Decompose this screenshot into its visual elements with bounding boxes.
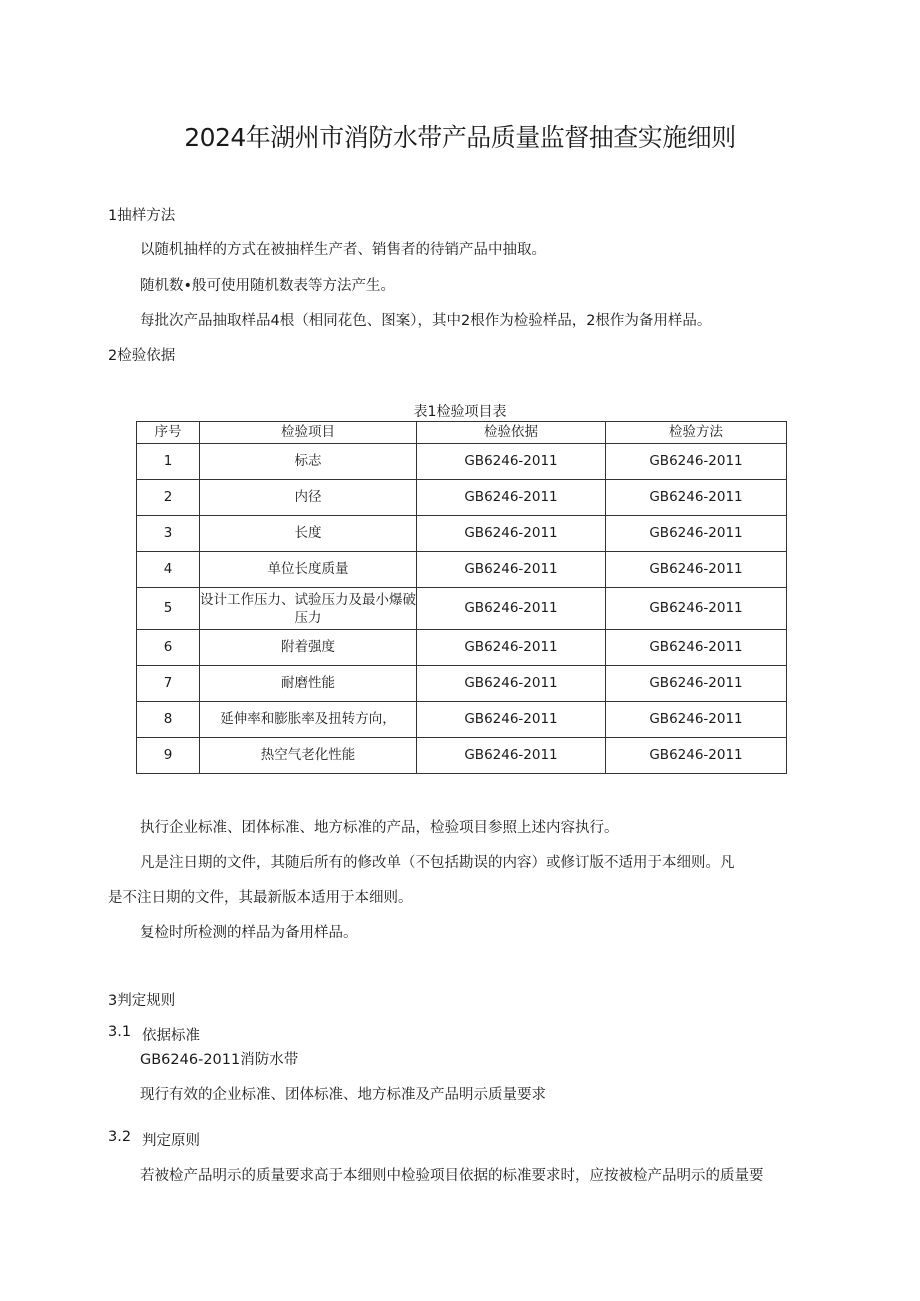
cell-basis: GB6246-2011 [417,516,606,552]
table-row [137,738,787,774]
cell-no: 6 [137,630,200,666]
cell-no: 9 [137,738,200,774]
cell-no: 1 [137,444,200,480]
header-no: 序号 [137,422,200,444]
section-1-paragraph-3: 每批次产品抽取样品4根（相同花色、图案），其中2根作为检验样品，2根作为备用样品。 [140,313,712,329]
cell-method: GB6246-2011 [606,480,787,516]
inspection-items-table [136,421,787,774]
section-2-paragraph-1: 执行企业标准、团体标准、地方标准的产品，检验项目参照上述内容执行。 [140,820,619,836]
table-caption: 表1检验项目表 [413,404,507,420]
cell-method: GB6246-2011 [606,516,787,552]
cell-item: 长度 [200,516,417,552]
subsection-3-2-paragraph: 若被检产品明示的质量要求高于本细则中检验项目依据的标准要求时，应按被检产品明示的质量要 [140,1168,764,1184]
cell-method: GB6246-2011 [606,552,787,588]
cell-basis: GB6246-2011 [417,702,606,738]
cell-item: 单位长度质量 [200,552,417,588]
cell-item: 耐磨性能 [200,666,417,702]
cell-method: GB6246-2011 [606,588,787,630]
subsection-3-2-heading: 判定原则 [142,1133,200,1149]
page-title: 2024年湖州市消防水带产品质量监督抽查实施细则 [184,123,736,152]
table-row [137,516,787,552]
cell-item: 设计工作压力、试验压力及最小爆破压力 [200,588,417,630]
subsection-3-1-number: 3.1 [108,1024,132,1040]
cell-method: GB6246-2011 [606,702,787,738]
cell-method: GB6246-2011 [606,738,787,774]
table-row [137,480,787,516]
cell-basis: GB6246-2011 [417,444,606,480]
cell-no: 3 [137,516,200,552]
header-method: 检验方法 [606,422,787,444]
cell-item: 延伸率和膨胀率及扭转方向， [200,702,417,738]
table-row [137,630,787,666]
header-item: 检验项目 [200,422,417,444]
cell-basis: GB6246-2011 [417,480,606,516]
cell-basis: GB6246-2011 [417,588,606,630]
subsection-3-2-number: 3.2 [108,1129,132,1145]
cell-item: 内径 [200,480,417,516]
header-basis: 检验依据 [417,422,606,444]
table-header-row [137,422,787,444]
section-2-paragraph-2-line-1: 凡是注日期的文件，其随后所有的修改单（不包括勘误的内容）或修订版不适用于本细则。凡 [140,855,735,871]
section-1-heading: 1抽样方法 [108,208,176,224]
section-3-heading: 3判定规则 [108,993,176,1009]
cell-basis: GB6246-2011 [417,552,606,588]
table-row [137,666,787,702]
cell-basis: GB6246-2011 [417,738,606,774]
table-row [137,702,787,738]
cell-item: 附着强度 [200,630,417,666]
subsection-3-1-heading: 依据标准 [142,1028,200,1044]
section-2-paragraph-2-line-2: 是不注日期的文件，其最新版本适用于本细则。 [108,890,413,906]
cell-no: 5 [137,588,200,630]
cell-basis: GB6246-2011 [417,666,606,702]
cell-method: GB6246-2011 [606,630,787,666]
table-row [137,588,787,630]
cell-item: 热空气老化性能 [200,738,417,774]
cell-item: 标志 [200,444,417,480]
section-2-paragraph-3: 复检时所检测的样品为备用样品。 [140,925,358,941]
table-row [137,444,787,480]
subsection-3-1-standard: GB6246-2011消防水带 [140,1052,299,1068]
table-row [137,552,787,588]
cell-no: 8 [137,702,200,738]
cell-method: GB6246-2011 [606,666,787,702]
section-2-heading: 2检验依据 [108,348,176,364]
section-1-paragraph-2: 随机数•般可使用随机数表等方法产生。 [140,278,396,294]
section-1-paragraph-1: 以随机抽样的方式在被抽样生产者、销售者的待销产品中抽取。 [140,242,546,258]
cell-no: 4 [137,552,200,588]
subsection-3-1-paragraph: 现行有效的企业标准、团体标准、地方标准及产品明示质量要求 [140,1087,546,1103]
cell-basis: GB6246-2011 [417,630,606,666]
cell-no: 2 [137,480,200,516]
cell-no: 7 [137,666,200,702]
cell-method: GB6246-2011 [606,444,787,480]
